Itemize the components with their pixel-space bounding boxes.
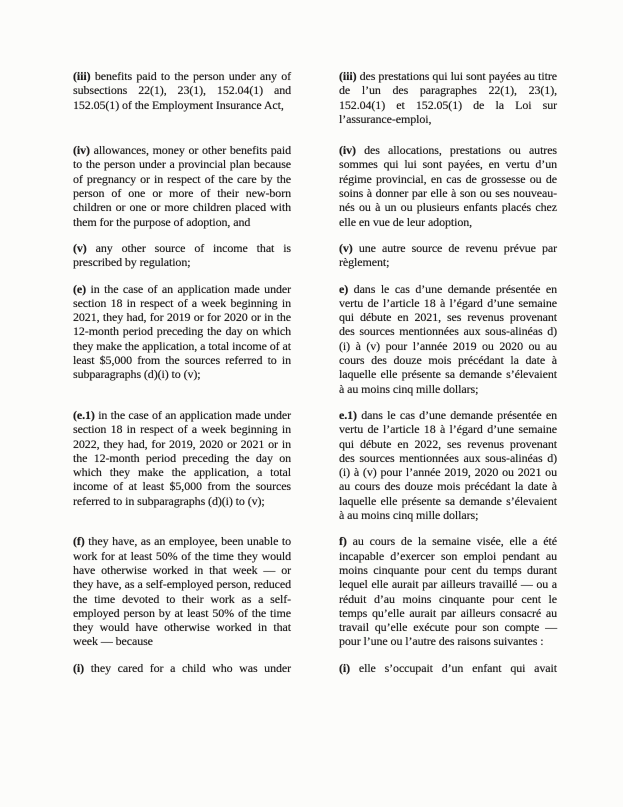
paragraph-en-v — [73, 241, 291, 270]
bilingual-row-iii — [73, 69, 557, 126]
clause-text: elle s’occupait d’un enfant qui avait — [358, 660, 557, 675]
bilingual-row-iv — [73, 143, 557, 229]
clause-text: dans le cas d’une demande présentée en vertu de l’article 18 à l’égard d’une semaine qui débute en 2022, ses revenus provenant des sources mentionnées aux sous-alinéas d)(i) à (v) pour l’année 2019, 2020 ou 2021 ou au cours des douze mois précédant la date à laquelle elle présente sa demande s’élevaient à au moins cinq mille dollars; — [339, 407, 557, 523]
clause-marker: (iv) — [73, 143, 90, 158]
clause-marker: (e.1) — [73, 407, 95, 422]
clause-marker: (e) — [73, 281, 87, 296]
paragraph-en-f — [73, 534, 291, 648]
paragraph-en-iii — [73, 69, 291, 126]
bilingual-row-e1 — [73, 408, 557, 522]
clause-marker: e) — [339, 281, 349, 296]
clause-text: allowances, money or other benefits paid to the person under a provincial plan because of pregnancy or in respect of the care by the person of one or more of their new-born children or one or more children placed with them for the purpose of adoption, and — [73, 143, 291, 229]
clause-text: au cours de la semaine visée, elle a été incapable d’exercer son emploi pendant au moins cinquante pour cent du temps durant lequel elle aurait par ailleurs travaillé — ou a réduit d’au moins cinquante pour cent le temps qu’elle aurait par ailleurs consacré au travail qu’elle exécute pour son compte — pour l’une ou l’autre des raisons suivantes : — [339, 534, 557, 649]
clause-marker: (v) — [73, 240, 87, 255]
bilingual-row-i — [73, 661, 557, 675]
clause-marker: (iii) — [73, 69, 91, 83]
paragraph-en-i — [73, 661, 291, 675]
bilingual-row-e — [73, 282, 557, 396]
paragraph-fr-e1 — [339, 408, 557, 522]
clause-text: des prestations qui lui sont payées au titre de l’un des paragraphes 22(1), 23(1), 152.04(1) et 152.05(1) de la Loi sur l’assurance-emploi, — [339, 69, 557, 126]
clause-marker: (iv) — [339, 143, 356, 158]
clause-text: in the case of an application made under section 18 in respect of a week beginning in 2021, they had, for 2019 or for 2020 or in the 12-month period preceding the day on which they make the application, a total income of at least $5,000 from the sources referred to in subparagraphs (d)(i) to (v); — [73, 281, 291, 382]
clause-marker: e.1) — [339, 407, 357, 422]
paragraph-fr-i — [339, 661, 557, 675]
paragraph-en-e1 — [73, 408, 291, 522]
clause-marker: (i) — [339, 660, 351, 675]
paragraph-fr-e — [339, 282, 557, 396]
clause-text: une autre source de revenu prévue par règlement; — [339, 240, 557, 270]
clause-text: benefits paid to the person under any of subsections 22(1), 23(1), 152.04(1) and 152.05(1) of the Employment Insurance Act, — [73, 69, 292, 112]
paragraph-fr-iii — [339, 69, 557, 126]
paragraph-en-e — [73, 282, 291, 396]
clause-marker: (v) — [339, 240, 353, 255]
clause-text: in the case of an application made under section 18 in respect of a week beginning in 2022, they had, for 2019, 2020 or 2021 or in the 12-month period preceding the day on which they make the application, a total income of at least $5,000 from the sources referred to in subparagraphs (d)(i) to (v); — [73, 407, 291, 508]
clause-marker: (i) — [73, 660, 85, 675]
paragraph-fr-iv — [339, 143, 557, 229]
clause-text: des allocations, prestations ou autres sommes qui lui sont payées, en vertu d’un régime provincial, en cas de grossesse ou de soins à donner par elle à son ou ses nouveau-nés ou à un ou plusieurs enfants placés chez elle en vue de leur adoption, — [339, 143, 557, 229]
paragraph-fr-f — [339, 534, 557, 648]
clause-text: any other source of income that is prescribed by regulation; — [73, 240, 292, 270]
clause-text: dans le cas d’une demande présentée en vertu de l’article 18 à l’égard d’une semaine qui débute en 2021, ses revenus provenant des sources mentionnées aux sous-alinéas d)(i) à (v) pour l’année 2019 ou 2020 ou au cours des douze mois précédant la date à laquelle elle présente sa demande s’élevaient à au moins cinq mille dollars; — [339, 281, 557, 396]
clause-text: they cared for a child who was under — [90, 660, 292, 675]
clause-marker: (f) — [73, 534, 85, 549]
paragraph-en-iv — [73, 143, 291, 229]
clause-marker: f) — [339, 534, 347, 549]
clause-text: they have, as an employee, been unable to work for at least 50% of the time they would have otherwise worked in that week — or they have, as a self-employed person, reduced the time devoted to their work as a self-employed person by at least 50% of the time they would have otherwise worked in that week — because — [73, 534, 291, 649]
bilingual-row-v — [73, 241, 557, 270]
bilingual-row-f — [73, 534, 557, 648]
paragraph-fr-v — [339, 241, 557, 270]
clause-marker: (iii) — [339, 69, 357, 83]
